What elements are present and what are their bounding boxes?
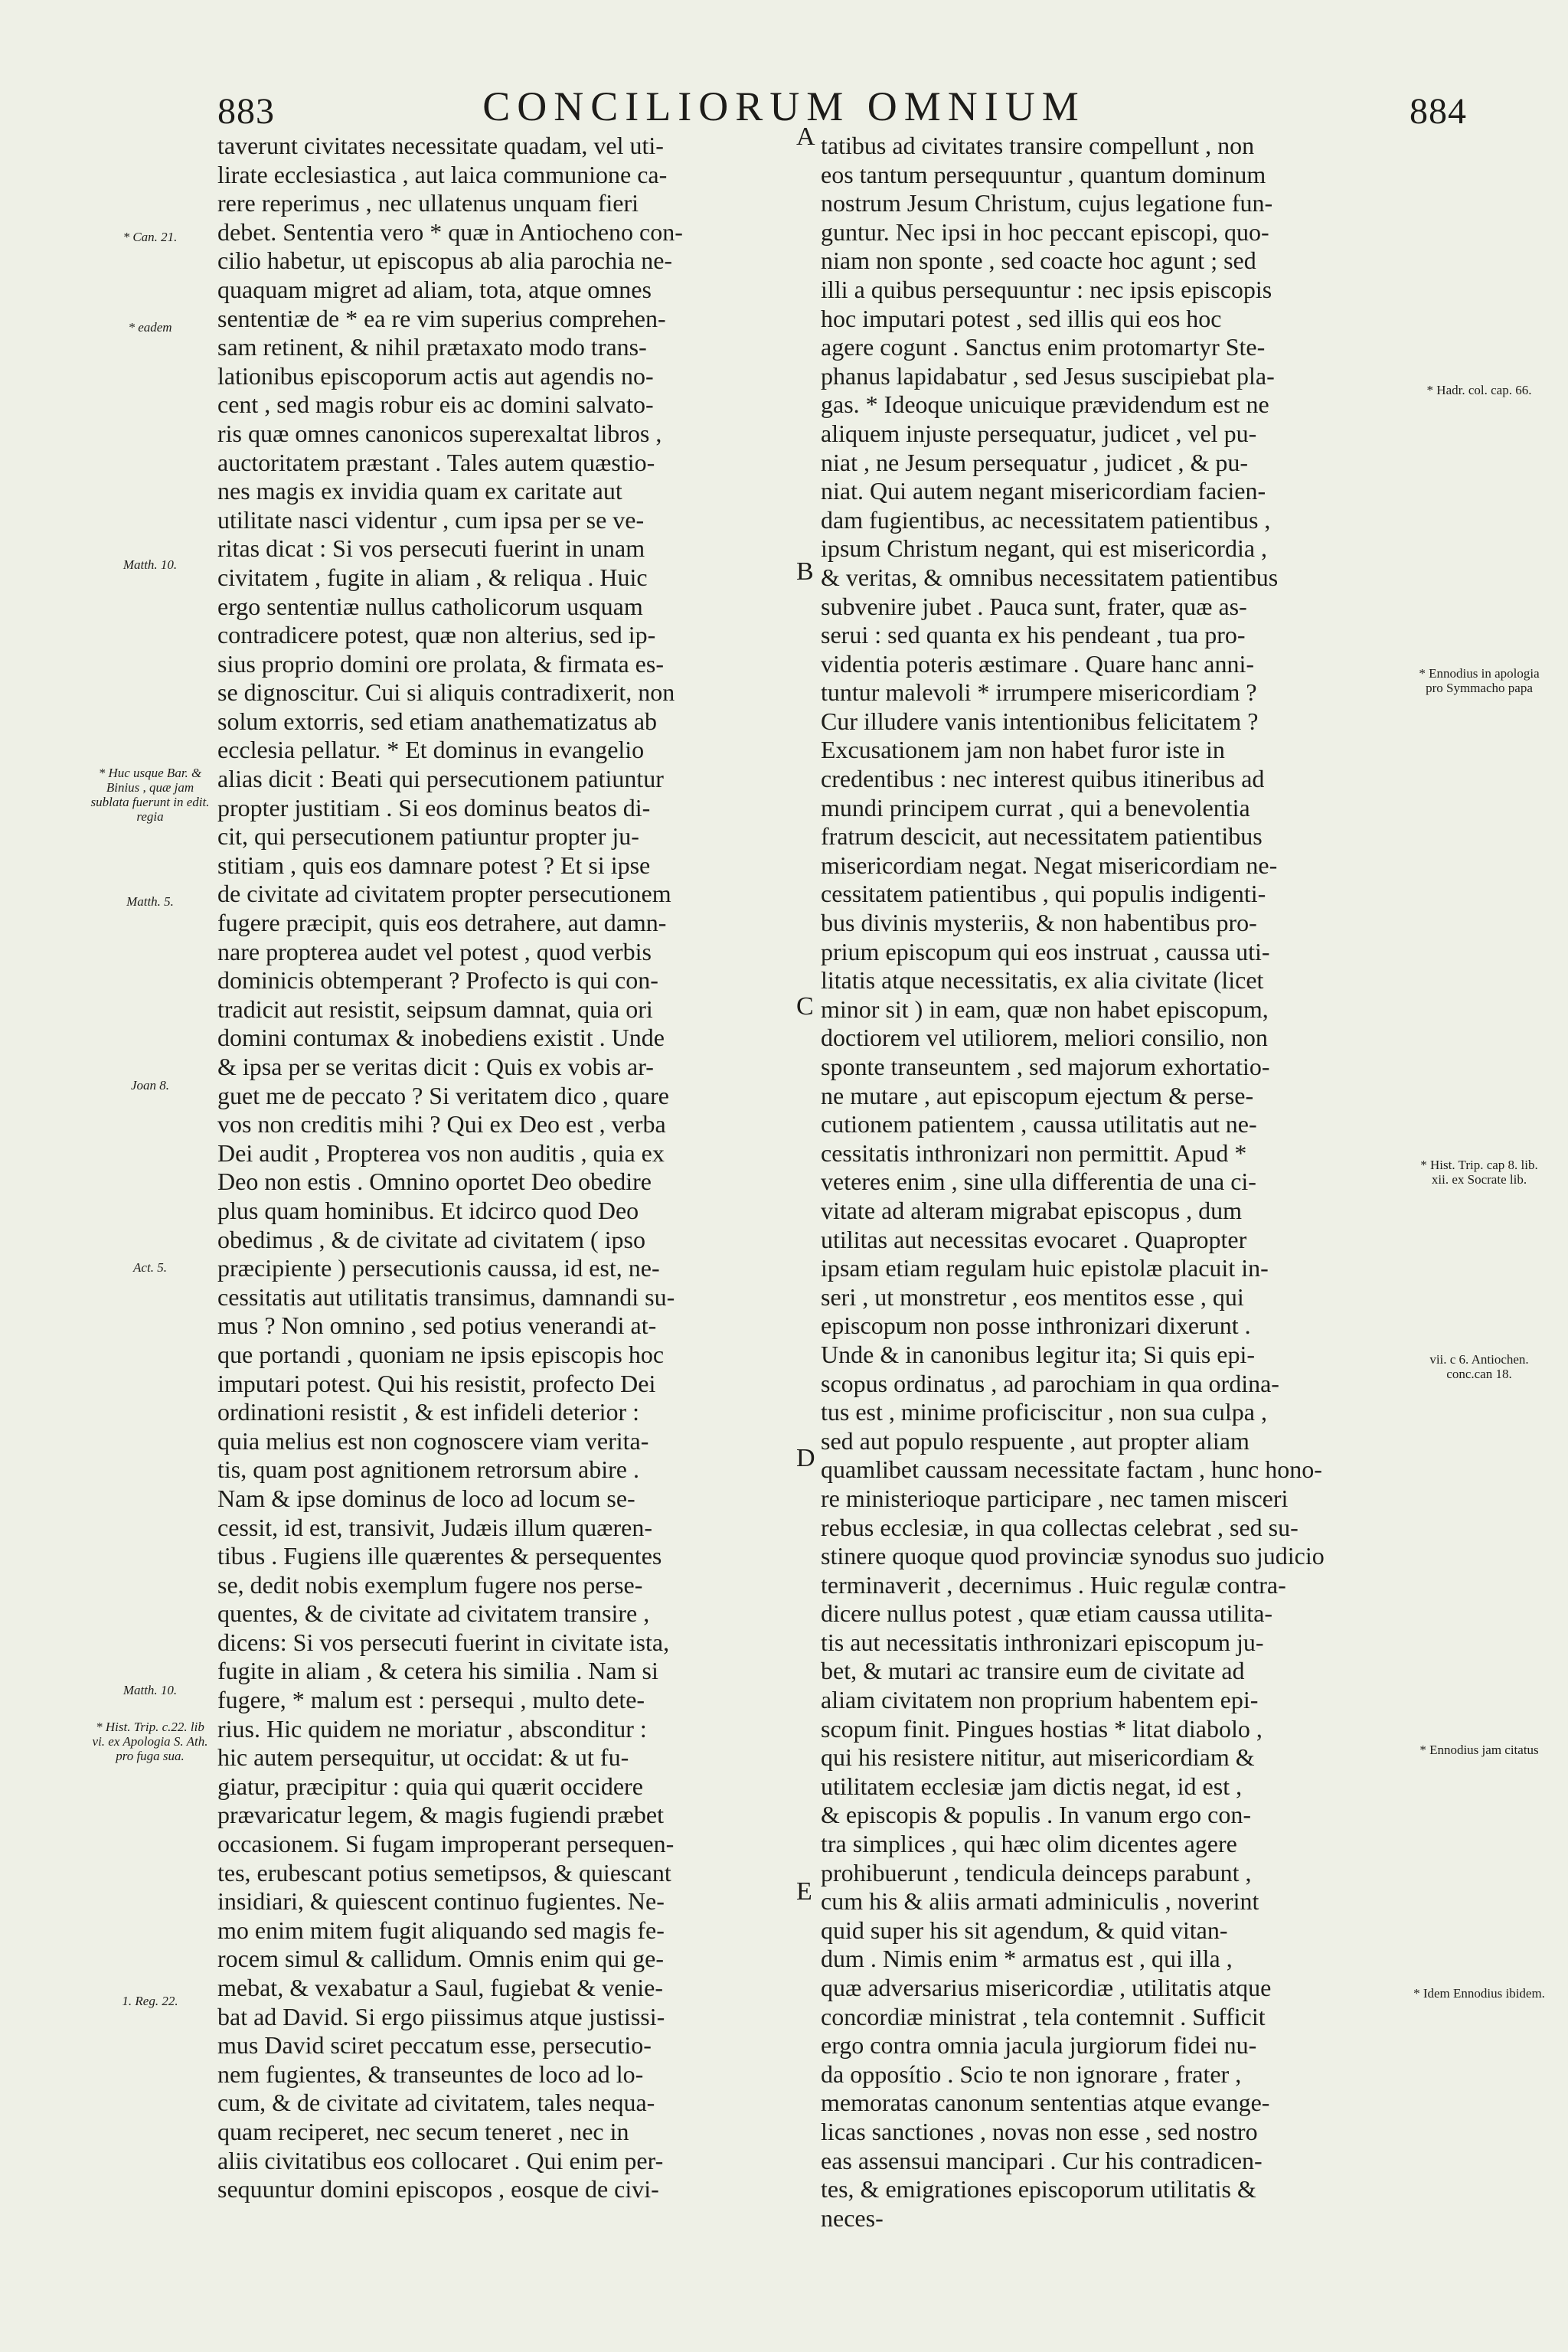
text-line: quam reciperet, nec secum teneret , nec in [217,2117,629,2145]
margin-note: * Hist. Trip. cap 8. lib. xii. ex Socrate lib. [1420,1158,1538,1187]
text-line: prium episcopum qui eos instruat , caussa uti- [821,937,1270,965]
text-line: nostrum Jesum Christum, cujus legatione fun- [821,189,1273,217]
text-line: cessitatis aut utilitatis transimus, damnandi su- [217,1282,675,1311]
margin-note: * Can. 21. [122,230,178,244]
text-line: quia melius est non cognoscere viam verita- [217,1426,649,1455]
text-line: tis aut necessitatis inthronizari episcopum ju- [821,1628,1264,1656]
text-line: cessitatem patientibus , qui populis indigenti- [821,880,1266,908]
margin-note: * Hist. Trip. c.22. lib vi. ex Apologia S. Ath. pro fuga sua. [92,1720,208,1763]
text-line: aliquem injuste persequatur, judicet , vel pu- [821,419,1257,447]
text-line: scopum finit. Pingues hostias * litat diabolo , [821,1714,1263,1743]
margin-note: * Ennodius in apologia pro Symmacho papa [1419,666,1540,695]
text-line: obedimus , & de civitate ad civitatem ( ipso [217,1225,645,1253]
text-line: sequuntur domini episcopos , eosque de civi- [217,2175,659,2203]
text-line: aliam civitatem non proprium habentem epi- [821,1686,1259,1714]
text-line: prohibuerunt , tendicula deinceps parabunt , [821,1858,1252,1886]
text-line: utilitas aut necessitas evocaret . Quapropter [821,1225,1247,1253]
text-line: fratrum descicit, aut necessitatem patientibus [821,822,1263,851]
text-line: mus ? Non omnino , sed potius venerandi at- [217,1312,657,1340]
text-line: propter justitiam . Si eos dominus beatos di- [217,793,651,822]
text-line: mo enim mitem fugit aliquando sed magis fe- [217,1916,665,1944]
text-line: credentibus : nec interest quibus itineribus ad [821,765,1265,793]
text-line: memoratas canonum sententias atque evange- [821,2089,1270,2117]
margin-note: * eadem [128,320,172,335]
margin-note: * Huc usque Bar. & Binius , quæ jam sublata fuerunt in edit. regia [90,766,210,824]
text-line: cutionem patientem , caussa utilitatis aut ne- [821,1110,1257,1138]
text-line: sponte transeuntem , sed majorum exhortatio- [821,1053,1270,1080]
text-line: neces- [821,2203,884,2232]
text-line: auctoritatem præstant . Tales autem quæstio- [217,448,655,476]
text-line: rocem simul & callidum. Omnis enim qui ge- [217,1945,665,1973]
text-line: occasionem. Si fugam improperant persequen- [217,1830,675,1858]
text-line: quaquam migret ad aliam, tota, atque omnes [217,275,652,303]
text-line: bus divinis mysteriis, & non habentibus pro- [821,909,1257,937]
margin-note: * Hadr. col. cap. 66. [1426,383,1532,397]
text-line: fugere, * malum est : persequi , multo dete- [217,1686,645,1714]
text-line: utilitatem ecclesiæ jam dictis negat, id est , [821,1772,1243,1800]
text-line: prævaricatur legem, & magis fugiendi præbet [217,1801,664,1829]
section-letter: C [796,992,814,1021]
text-line: hoc imputari potest , sed illis qui eos hoc [821,304,1222,332]
margin-note: * Idem Ennodius ibidem. [1413,1986,1545,2001]
text-line: illi a quibus persequuntur : nec ipsis episcopis [821,275,1272,303]
text-line: bat ad David. Si ergo piissimus atque justissi- [217,2002,665,2030]
text-line: domini contumax & inobediens existit . Unde [217,1024,665,1052]
text-line: cessitatis inthronizari non permittit. Apud * [821,1138,1247,1167]
text-line: gas. * Ideoque unicuique prævidendum est ne [821,390,1269,419]
text-line: re ministerioque participare , nec tamen misceri [821,1484,1289,1512]
text-line: doctiorem vel utiliorem, meliori consilio, non [821,1024,1268,1052]
text-line: sed aut populo respuente , aut propter aliam [821,1426,1250,1455]
page-number-left: 883 [217,91,275,132]
text-line: phanus lapidabatur , sed Jesus suscipiebat pla- [821,361,1275,390]
section-letter: D [796,1444,815,1472]
text-line: Dei audit , Propterea vos non auditis , quia ex [217,1138,665,1167]
text-line: aliis civitatibus eos collocaret . Qui enim per- [217,2146,664,2174]
text-line: hic autem persequitur, ut occidat: & ut fu- [217,1743,629,1772]
text-line: tibus . Fugiens ille quærentes & persequentes [217,1542,662,1570]
text-line: dominicis obtemperant ? Profecto is qui con- [217,966,658,995]
text-line: niam non sponte , sed coacte hoc agunt ; sed [821,247,1256,275]
text-line: guntur. Nec ipsi in hoc peccant episcopi, quo- [821,217,1269,246]
text-line: præcipiente ) persecutionis caussa, id est, ne- [217,1254,660,1282]
text-line: cilio habetur, ut episcopus ab alia parochia ne- [217,247,673,275]
text-line: tus est , minime proficiscitur , non sua culpa , [821,1398,1267,1426]
text-line: giatur, præcipitur : quia qui quærit occidere [217,1772,643,1800]
text-line: quamlibet caussam necessitate factam , hunc hono- [821,1455,1322,1484]
margin-note: Matth. 5. [126,894,174,909]
text-line: se, dedit nobis exemplum fugere nos perse- [217,1570,643,1599]
text-line: lirate ecclesiastica , aut laica communione ca- [217,160,668,188]
text-line: mus David sciret peccatum esse, persecutio- [217,2031,652,2060]
text-line: solum extorris, sed etiam anathematizatus ab [217,707,658,735]
text-line: tis, quam post agnitionem retrorsum abire . [217,1455,639,1484]
text-line: terminaverit , decernimus . Huic regulæ contra- [821,1570,1286,1599]
text-line: misericordiam negat. Negat misericordiam ne- [821,851,1278,879]
text-line: qui his resistere nititur, aut misericordiam & [821,1743,1255,1772]
text-line: cum his & aliis armati adminiculis , noverint [821,1887,1259,1916]
text-line: cum, & de civitate ad civitatem, tales nequa- [217,2089,655,2117]
text-line: ne mutare , aut episcopum ejectum & perse- [821,1081,1254,1109]
text-line: veteres enim , sine ulla differentia de una ci- [821,1168,1256,1196]
text-line: stitiam , quis eos damnare potest ? Et si ipse [217,851,651,879]
text-line: sententiæ de * ea re vim superius comprehen- [217,304,666,332]
text-line: concordiæ ministrat , tela contemnit . Sufficit [821,2002,1266,2030]
text-line: rere reperimus , nec ullatenus unquam fieri [217,189,639,217]
right-column [821,132,1403,2233]
text-line: niat , ne Jesum persequatur , judicet , & pu- [821,448,1249,476]
text-line: cit, qui persecutionem patiuntur propter ju- [217,822,639,851]
text-line: guet me de peccato ? Si veritatem dico , quare [217,1081,669,1109]
text-line: se dignoscitur. Cui si aliquis contradixerit, non [217,678,675,707]
text-line: fugere præcipit, quis eos detrahere, aut damn- [217,909,667,937]
text-line: dicens: Si vos persecuti fuerint in civitate ista, [217,1628,670,1656]
margin-note: 1. Reg. 22. [122,1994,178,2008]
text-line: rebus ecclesiæ, in qua collectas celebrat , sed su- [821,1513,1298,1541]
margin-note: * Ennodius jam citatus [1419,1743,1539,1757]
text-line: stinere quoque quod provinciæ synodus suo judicio [821,1542,1325,1570]
left-column [217,132,799,2204]
text-line: sam retinent, & nihil prætaxato modo trans- [217,333,647,361]
text-line: rius. Hic quidem ne moriatur , absconditur : [217,1714,647,1743]
text-line: que portandi , quoniam ne ipsis episcopis hoc [217,1340,665,1368]
text-line: fugite in aliam , & cetera his similia . Nam si [217,1657,658,1685]
text-line: licas sanctiones , novas non esse , sed nostro [821,2117,1258,2145]
text-line: lationibus episcoporum actis aut agendis no- [217,361,654,390]
text-line: de civitate ad civitatem propter persecutionem [217,880,671,908]
text-line: videntia poteris æstimare . Quare hanc anni- [821,649,1255,678]
text-line: tes, & emigrationes episcoporum utilitatis & [821,2175,1256,2203]
text-line: nes magis ex invidia quam ex caritate aut [217,477,622,505]
text-line: Excusationem jam non habet furor iste in [821,736,1225,764]
text-line: Cur illudere vanis intentionibus felicitatem ? [821,707,1259,735]
text-line: seri , ut monstretur , eos mentitos esse , qui [821,1282,1244,1311]
margin-note: vii. c 6. Antiochen. conc.can 18. [1429,1352,1529,1381]
text-line: contradicere potest, quæ non alterius, sed ip- [217,621,656,649]
text-line: dam fugientibus, ac necessitatem patientibus , [821,505,1271,534]
text-line: & episcopis & populis . In vanum ergo con- [821,1801,1251,1829]
text-line: Nam & ipse dominus de loco ad locum se- [217,1484,635,1512]
text-line: eos tantum persequuntur , quantum dominum [821,160,1266,188]
text-line: bet, & mutari ac transire eum de civitate ad [821,1657,1245,1685]
margin-note: Matth. 10. [122,557,178,572]
text-line: ipsum Christum negant, qui est misericordia , [821,534,1268,563]
text-line: utilitate nasci videntur , cum ipsa per se ve- [217,505,645,534]
text-line: alias dicit : Beati qui persecutionem patiuntur [217,765,664,793]
text-line: serui : sed quanta ex his pendeant , tua pro- [821,621,1246,649]
margin-note: Matth. 10. [122,1683,178,1697]
text-line: insidiari, & quiescent continuo fugientes. Ne- [217,1887,665,1916]
text-line: civitatem , fugite in aliam , & reliqua . Huic [217,563,648,591]
text-line: ergo contra omnia jacula jurgiorum fidei nu- [821,2031,1257,2060]
text-line: quentes, & de civitate ad civitatem transire , [217,1599,650,1628]
section-letter: B [796,557,814,586]
running-title: CONCILIORUM OMNIUM [482,83,1086,129]
text-line: litatis atque necessitatis, ex alia civitate (licet [821,966,1264,995]
text-line: Unde & in canonibus legitur ita; Si quis epi- [821,1340,1256,1368]
text-line: mundi principem currat , qui a benevolentia [821,793,1250,822]
text-line: & ipsa per se veritas dicit : Quis ex vobis ar- [217,1053,654,1080]
text-line: plus quam hominibus. Et idcirco quod Deo [217,1196,639,1224]
text-line: subvenire jubet . Pauca sunt, frater, quæ as- [821,592,1247,620]
text-line: sius proprio domini ore prolata, & firmata es- [217,649,664,678]
text-line: agere cogunt . Sanctus enim protomartyr Ste- [821,333,1266,361]
text-line: ritas dicat : Si vos persecuti fuerint in unam [217,534,645,563]
text-line: nem fugientes, & transeuntes de loco ad lo- [217,2060,644,2088]
text-line: debet. Sententia vero * quæ in Antiocheno con- [217,217,683,246]
text-line: quid super his sit agendum, & quid vitan- [821,1916,1228,1944]
text-line: nare propterea audet vel potest , quod verbis [217,937,652,965]
text-line: episcopum non posse inthronizari dixerunt . [821,1312,1251,1340]
text-line: imputari potest. Qui his resistit, profecto Dei [217,1369,656,1397]
text-line: vitate ad alteram migrabat episcopus , dum [821,1196,1243,1224]
text-line: ipsam etiam regulam huic epistolæ placuit in- [821,1254,1269,1282]
section-letter: E [796,1877,812,1906]
page-number-right: 884 [1410,91,1467,132]
text-line: dicere nullus potest , quæ etiam caussa utilita- [821,1599,1273,1628]
text-line: da opposítio . Scio te non ignorare , frater , [821,2060,1242,2088]
text-line: tradicit aut resistit, seipsum damnat, quia ori [217,995,653,1023]
text-line: vos non creditis mihi ? Qui ex Deo est , verba [217,1110,666,1138]
text-line: cessit, id est, transivit, Judæis illum quæren- [217,1513,652,1541]
text-line: taverunt civitates necessitate quadam, vel uti- [217,132,664,159]
text-line: cent , sed magis robur eis ac domini salvato- [217,390,654,419]
section-letter: A [796,122,815,151]
margin-note: Joan 8. [130,1078,170,1093]
text-line: tra simplices , qui hæc olim dicentes agere [821,1830,1237,1858]
text-line: quæ adversarius misericordiæ , utilitatis atque [821,1974,1272,2001]
text-line: minor sit ) in eam, quæ non habet episcopum, [821,995,1269,1023]
text-line: dum . Nimis enim * armatus est , qui illa , [821,1945,1233,1973]
text-line: & veritas, & omnibus necessitatem patientibus [821,563,1279,591]
margin-note: Act. 5. [133,1260,167,1275]
text-line: niat. Qui autem negant misericordiam facien- [821,477,1266,505]
text-line: ergo sententiæ nullus catholicorum usquam [217,592,643,620]
text-line: tatibus ad civitates transire compellunt , non [821,132,1255,159]
text-line: tuntur malevoli * irrumpere misericordiam ? [821,678,1257,707]
text-line: mebat, & vexabatur a Saul, fugiebat & venie- [217,1974,664,2001]
text-line: ecclesia pellatur. * Et dominus in evangelio [217,736,645,764]
text-line: scopus ordinatus , ad parochiam in qua ordina- [821,1369,1279,1397]
text-line: ordinationi resistit , & est infideli deterior : [217,1398,639,1426]
text-line: tes, erubescant potius semetipsos, & quiescant [217,1858,671,1886]
text-line: Deo non estis . Omnino oportet Deo obedire [217,1168,652,1196]
text-line: eas assensui mancipari . Cur his contradicen- [821,2146,1263,2174]
text-line: ris quæ omnes canonicos superexaltat libros , [217,419,662,447]
